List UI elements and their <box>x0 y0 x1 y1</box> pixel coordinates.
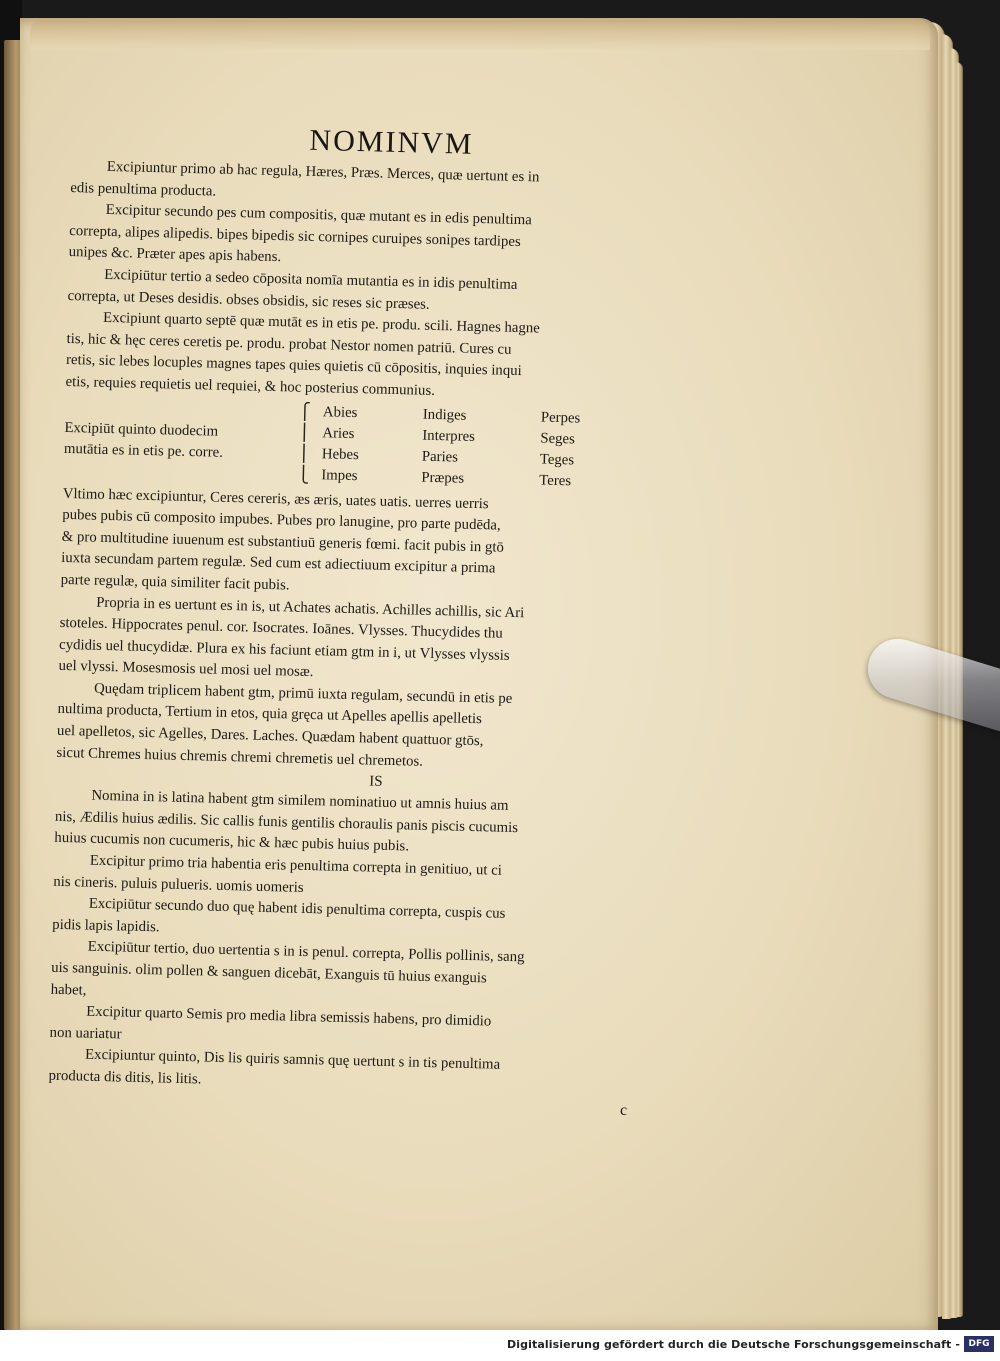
table-cell: Indiges <box>422 406 467 424</box>
paragraph <box>60 483 702 607</box>
text-line: uel vlyssi. Mosesmosis uel mosi uel mosæ. <box>58 658 314 681</box>
text-line: unipes &c. Præter apes apis habens. <box>68 244 282 266</box>
table-cell: Interpres <box>422 427 476 445</box>
table-label <box>64 417 224 463</box>
paragraph <box>56 678 698 780</box>
brace-glyph: ⎧ ⎪ ⎪ ⎩ <box>297 403 312 484</box>
text-line: nultima producta, Tertium in etos, quia gręca ut Apelles apellis apelletis <box>57 701 483 728</box>
text-line: stoteles. Hippocrates penul. cor. Isocrates. Ioānes. Vlysses. Thucydides thu <box>59 614 503 642</box>
text-line: Excipiuntur primo ab hac regula, Hæres, Præs. Merces, quæ uertunt es in <box>106 158 540 186</box>
text-line: Excipiūt quinto duodecim <box>64 419 219 440</box>
funding-credit: Digitalisierung gefördert durch die Deutsche Forschungsgemeinschaft - <box>507 1338 960 1351</box>
paragraph <box>65 307 707 409</box>
text-line: edis penultima producta. <box>70 179 217 200</box>
text-line: pidis lapis lapidis. <box>52 916 160 936</box>
text-line: Excipiūtur tertio a sedeo cōposita nomīa mutantia es in idis penultima <box>103 266 518 293</box>
text-line: habet, <box>50 981 87 999</box>
text-line: nis cineris. puluis pulueris. uomis uomeris <box>53 873 304 896</box>
text-line: Excipitur quarto Semis pro media libra semissis habens, pro dimidio <box>85 1003 492 1030</box>
text-line: huius cucumis non cucumeris, hic & hæc pubis huius pubis. <box>54 830 410 855</box>
text-line: Propria in es uertunt es in is, ut Achates achatis. Achilles achillis, sic Ari <box>95 594 525 621</box>
dfg-logo-icon: DFG <box>964 1336 994 1352</box>
paragraph <box>58 591 700 693</box>
text-line: Quędam triplicem habent gtm, primū iuxta regulam, secundū in etis pe <box>93 680 513 707</box>
text-line: sicut Chremes huius chremis chremi chremetis uel chremetos. <box>56 744 424 770</box>
table-cell: Aries <box>322 424 355 442</box>
running-head: NOMINVM <box>309 123 474 161</box>
table-cell: Impes <box>321 466 358 484</box>
noun-table <box>63 395 705 497</box>
text-line: Excipiūtur tertio, duo uertentia s in is penul. correpta, Pollis pollinis, sang <box>87 939 525 966</box>
text-line: Excipitur secundo pes cum compositis, quæ mutant es in edis penultima <box>105 202 533 229</box>
table-column <box>539 407 580 492</box>
text-line: nis, Ædilis huius ædilis. Sic callis funis gentilis choraulis panis piscis cucumis <box>54 808 519 836</box>
table-column <box>421 404 476 489</box>
text-line: non uariatur <box>49 1024 122 1043</box>
table-cell: Seges <box>540 430 576 447</box>
text-line: correpta, ut Deses desidis. obses obsidis, sic reses sic præses. <box>67 287 430 313</box>
text-line: & pro multitudine iuuenum est substantiuū generis fœmi. facit pubis in gtō <box>61 528 505 556</box>
text-line: pubes pubis cū composito impubes. Pubes pro lanugine, pro parte pudēda, <box>62 507 501 534</box>
table-cell: Abies <box>322 403 358 421</box>
table-column <box>321 402 360 487</box>
text-line: Nomina in is latina habent gtm similem nominatiuo ut amnis huius am <box>91 787 509 815</box>
text-line: Excipiuntur quinto, Dis lis quiris samnis quę uertunt s in tis penultima <box>84 1046 501 1074</box>
table-cell: Teges <box>539 451 575 468</box>
text-line: parte regulæ, quia similiter facit pubis. <box>60 571 290 594</box>
page-text <box>48 118 711 1103</box>
text-line: retis, sic lebes locuples magnes tapes quies quietis cū cōpositis, inquies inqui <box>65 352 522 380</box>
text-line: etis, requies requietis uel requiei, & hoc posterius communius. <box>65 373 436 399</box>
text-line: Vltimo hæc excipiuntur, Ceres cereris, æs æris, uates uatis. uerres uerris <box>62 485 489 512</box>
text-line: Excipiunt quarto septē quæ mutāt es in etis pe. produ. scili. Hagnes hagne <box>102 309 541 337</box>
section-heading: IS <box>369 773 383 791</box>
signature-mark: c <box>620 1102 628 1119</box>
text-line: Excipitur primo tria habentia eris penultima correpta in genitiuo, ut ci <box>89 852 503 879</box>
text-line: tis, hic & hęc ceres ceretis pe. produ. probat Nestor nomen patriū. Cures cu <box>66 330 512 358</box>
text-line: producta dis ditis, lis litis. <box>48 1067 202 1088</box>
text-line: uel apelletos, sic Agelles, Dares. Laches. Quædam habent quattuor gtōs, <box>56 722 484 750</box>
table-cell: Præpes <box>421 469 465 487</box>
text-line: iuxta secundam partem regulæ. Sed cum est adiectiuum excipitur a prima <box>61 550 496 577</box>
text-line: mutātia es in etis pe. corre. <box>63 440 224 461</box>
top-page-bundle <box>30 20 930 50</box>
text-line: uis sanguinis. olim pollen & sanguen dicebāt, Exanguis tū huius exanguis <box>51 959 487 987</box>
text-line: correpta, alipes alipedis. bipes bipedis sic cornipes curuipes sonipes tardipes <box>69 222 521 250</box>
text-line: Excipiūtur secundo duo quę habent idis penultima correpta, cuspis cus <box>88 895 506 923</box>
table-cell: Hebes <box>321 445 360 463</box>
table-cell: Paries <box>421 448 459 466</box>
table-cell: Teres <box>539 472 572 489</box>
table-cell: Perpes <box>540 409 581 427</box>
text-line: cydidis uel thucydidæ. Plura ex his faciunt etiam gtm in i, ut Vlysses vlyssis <box>58 636 510 664</box>
